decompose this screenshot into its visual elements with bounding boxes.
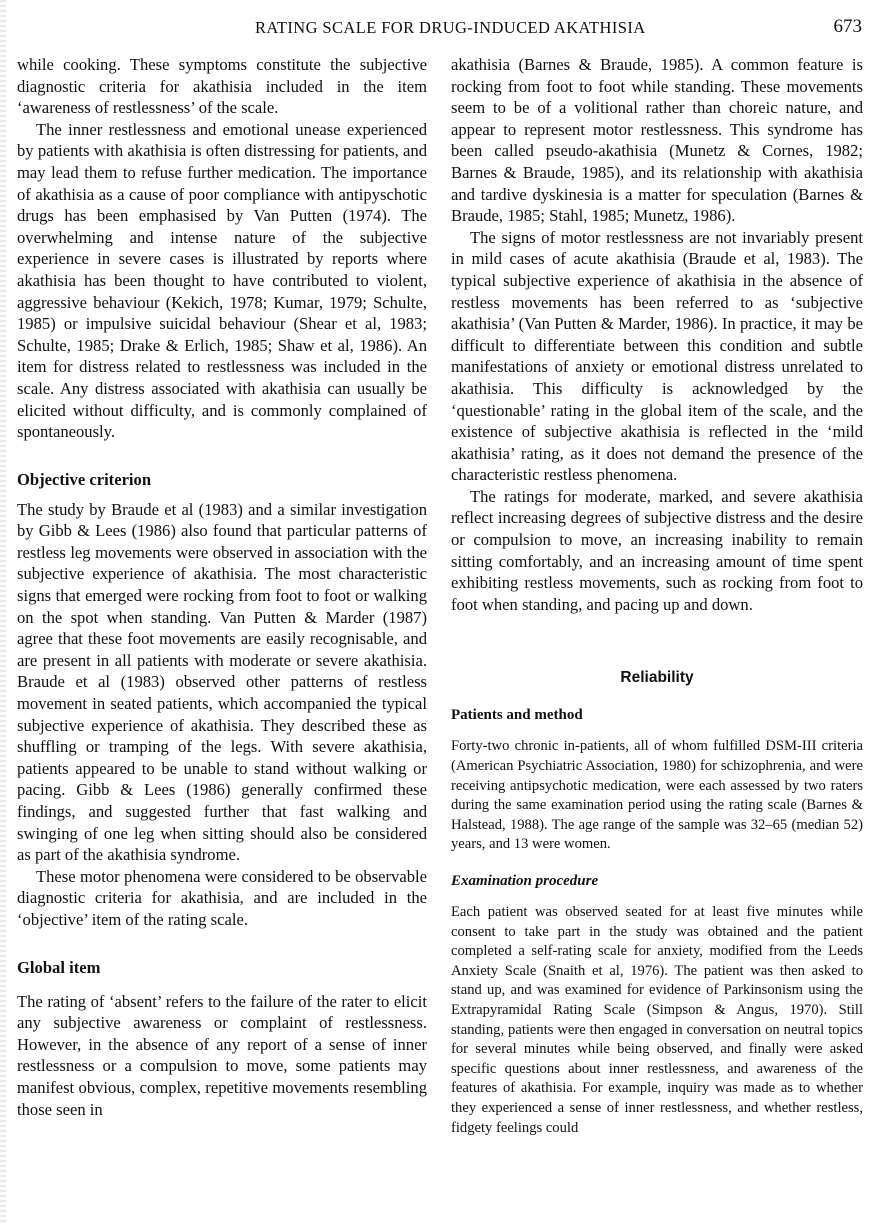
paragraph: The inner restlessness and emotional unease experienced by patients with akathisia is often distressing for patients, and may lead them to refuse further medication. The importance of akathisia as a cause of poor compliance with antipyschotic drugs has been emphasised by Van Putten (1974). The overwhelming and intense nature of the subjective experience in severe cases is illustrated by reports where akathisia has been thought to have contributed to violent, aggressive behaviour (Kekich, 1978; Kumar, 1979; Schulte, 1985) or impulsive suicidal behaviour (Shear et al, 1983; Schulte, 1985; Drake & Erlich, 1985; Shaw et al, 1986). An item for distress related to restlessness was included in the scale. Any distress associated with akathisia can usually be elicited without difficulty, and is commonly complained of spontaneously. xyxy=(17,119,427,442)
page-number: 673 xyxy=(833,16,862,37)
subheading-patients-method: Patients and method xyxy=(451,707,583,724)
section-heading-reliability: Reliability xyxy=(620,669,694,687)
left-column xyxy=(17,54,427,1120)
right-column xyxy=(451,54,863,1138)
paragraph: The rating of ‘absent’ refers to the failure of the rater to elicit any subjective awareness or complaint of restlessness. However, in the absence of any report of a sense of inner restlessness or a compulsion to move, some patients may manifest obvious, complex, repetitive movements resembling those seen in xyxy=(17,991,427,1119)
scan-edge xyxy=(0,0,6,1224)
paragraph: while cooking. These symptoms constitute the subjective diagnostic criteria for akathisia included in the item ‘awareness of restlessness’ of the scale. xyxy=(17,55,427,118)
paragraph: These motor phenomena were considered to be observable diagnostic criteria for akathisia, and are included in the ‘objective’ item of the rating scale. xyxy=(17,866,427,929)
section-heading-global: Global item xyxy=(17,957,101,977)
paragraph: The ratings for moderate, marked, and severe akathisia reflect increasing degrees of subjective distress and the desire or compulsion to move, an increasing inability to remain sitting comfortably, and an increasing amount of time spent exhibiting restless movements, such as rocking from foot to foot when standing, and pacing up and down. xyxy=(451,486,863,614)
paragraph: The signs of motor restlessness are not invariably present in mild cases of acute akathisia (Braude et al, 1983). The typical subjective experience of akathisia in the absence of restless movements has been referred to as ‘subjective akathisia’ (Van Putten & Marder, 1986). In practice, it may be difficult to differentiate between this condition and subtle manifestations of anxiety or emotional distress unrelated to akathisia. This difficulty is acknowledged by the ‘questionable’ rating in the global item of the scale, and the existence of subjective akathisia is reflected in the ‘mild akathisia’ rating, as it does not demand the presence of the characteristic restless phenomena. xyxy=(451,227,863,485)
section-heading-objective: Objective criterion xyxy=(17,469,152,489)
paragraph: akathisia (Barnes & Braude, 1985). A common feature is rocking from foot to foot while standing. These movements seem to be of a volitional rather than choreic nature, and appear to represent motor restlessness. This syndrome has been called pseudo-akathisia (Munetz & Cornes, 1982; Barnes & Braude, 1985), and its relationship with akathisia and tardive dyskinesia is a matter for speculation (Barnes & Braude, 1985; Stahl, 1985; Munetz, 1986). xyxy=(451,55,863,226)
running-head: RATING SCALE FOR DRUG-INDUCED AKATHISIA xyxy=(255,18,646,37)
page-header xyxy=(0,14,876,44)
paragraph: Each patient was observed seated for at least five minutes while consent to take part in the study was obtained and the patient completed a self-rating scale for anxiety, modified from the Leeds Anxiety Scale (Snaith et al, 1976). The patient was then asked to stand up, and was examined for evidence of Parkinsonism using the Extrapyramidal Rating Scale (Simpson & Angus, 1970). Still standing, patients were then engaged in conversation on neutral topics for several minutes while being observed, and finally were asked specific questions about inner restlessness, and awareness of the features of akathisia. For example, inquiry was made as to whether they experienced a sense of inner restlessness, and whether restless, fidgety feelings could xyxy=(451,904,863,1136)
paragraph: The study by Braude et al (1983) and a similar investigation by Gibb & Lees (1986) also found that particular patterns of restless leg movements were observed in association with the subjective experience of akathisia. The most characteristic signs that emerged were rocking from foot to foot or walking on the spot when standing. Van Putten & Marder (1987) agree that these foot movements are easily recognisable, and are present in all patients with moderate or severe akathisia. Braude et al (1983) observed other patterns of restless movement in seated patients, which accompanied the typical subjective experience of akathisia. They described these as shuffling or tramping of the legs. With severe akathisia, patients appeared to be unable to stand without walking or pacing. Gibb & Lees (1986) generally confirmed these findings, and suggested further that fast walking and swinging of one leg when sitting should also be considered as part of the akathisia syndrome. xyxy=(17,499,427,865)
subheading-examination-procedure: Examination procedure xyxy=(451,873,599,889)
paragraph: Forty-two chronic in-patients, all of whom fulfilled DSM-III criteria (American Psychiatric Association, 1980) for schizophrenia, and were receiving antipsychotic medication, were each assessed by two raters during the same examination period using the rating scale (Barnes & Halstead, 1988). The age range of the sample was 32–65 (median 52) years, and 13 were women. xyxy=(451,738,863,853)
